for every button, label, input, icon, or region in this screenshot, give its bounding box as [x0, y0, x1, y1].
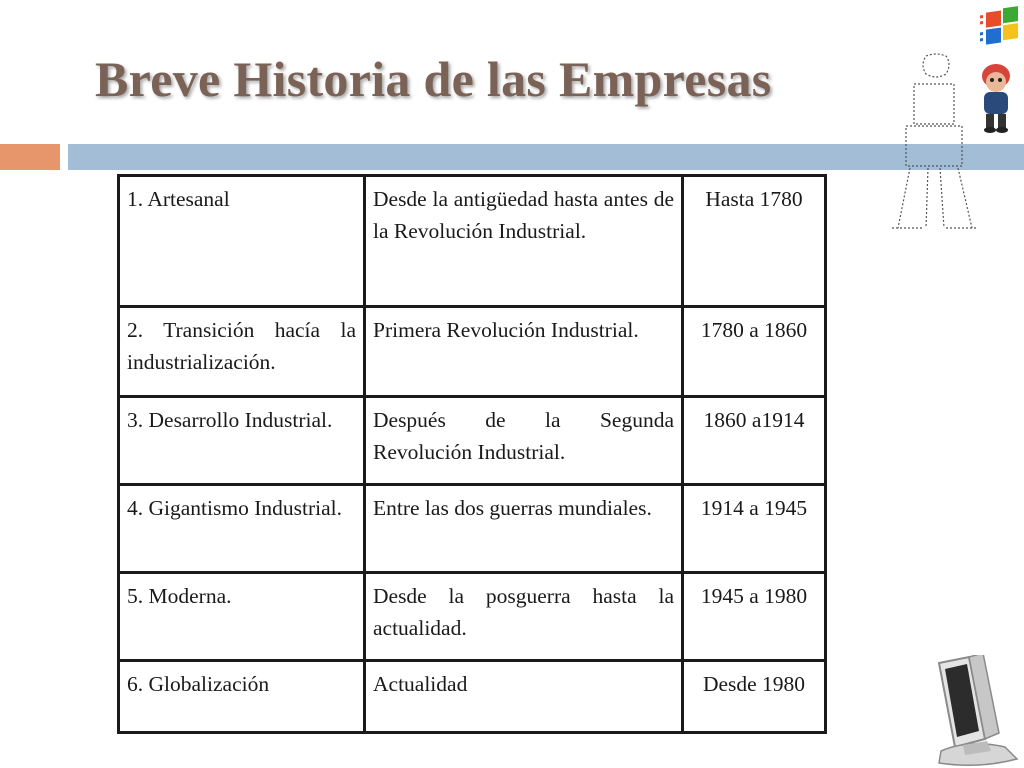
- computer-monitor-icon: [925, 655, 1024, 768]
- ascii-art-figure-icon: [888, 50, 980, 240]
- table-row: [119, 485, 826, 573]
- stage-cell: 5. Moderna.: [119, 573, 365, 661]
- description-cell: Entre las dos guerras mundiales.: [365, 485, 683, 573]
- description-cell: Primera Revolución Industrial.: [365, 307, 683, 397]
- description-cell: Desde la antigüedad hasta antes de la Revolución Industrial.: [365, 176, 683, 307]
- table-row: [119, 176, 826, 307]
- table-row: [119, 307, 826, 397]
- table-row: [119, 397, 826, 485]
- table-row: [119, 661, 826, 733]
- stage-cell: 4. Gigantismo Industrial.: [119, 485, 365, 573]
- period-cell: Desde 1980: [683, 661, 826, 733]
- table-row: [119, 573, 826, 661]
- period-cell: 1914 a 1945: [683, 485, 826, 573]
- period-cell: 1945 a 1980: [683, 573, 826, 661]
- description-cell: Después de la Segunda Revolución Industrial.: [365, 397, 683, 485]
- accent-bar-blue: [68, 144, 1024, 170]
- period-cell: 1780 a 1860: [683, 307, 826, 397]
- slide-title: Breve Historia de las Empresas: [95, 51, 772, 107]
- cartoon-person-icon: [972, 60, 1024, 134]
- period-cell: Hasta 1780: [683, 176, 826, 307]
- stage-cell: 2. Transición hacía la industrialización.: [119, 307, 365, 397]
- description-cell: Actualidad: [365, 661, 683, 733]
- period-cell: 1860 a1914: [683, 397, 826, 485]
- description-cell: Desde la posguerra hasta la actualidad.: [365, 573, 683, 661]
- stage-cell: 1. Artesanal: [119, 176, 365, 307]
- stage-cell: 6. Globalización: [119, 661, 365, 733]
- history-table: [117, 174, 827, 734]
- windows-logo-icon: [976, 0, 1024, 50]
- accent-bar-orange: [0, 144, 60, 170]
- stage-cell: 3. Desarrollo Industrial.: [119, 397, 365, 485]
